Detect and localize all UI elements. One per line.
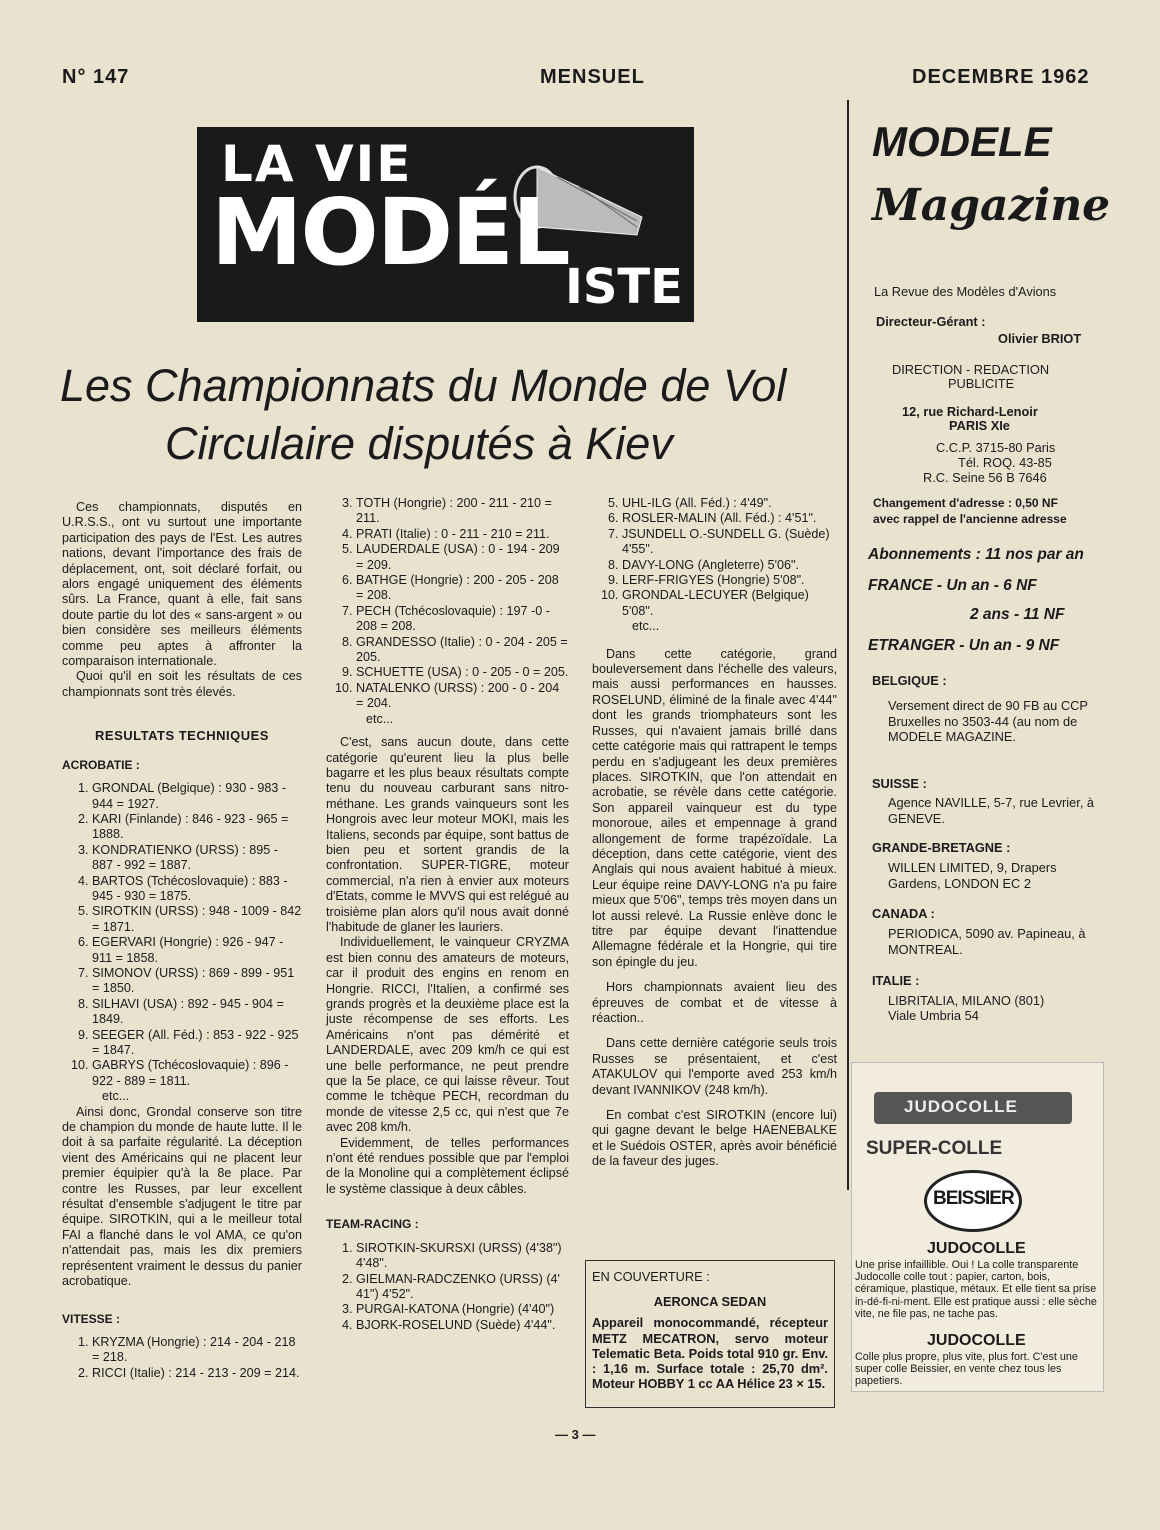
list-item: 2. GIELMAN-RADCZENKO (URSS) (4' 41") 4'52". bbox=[356, 1272, 569, 1303]
section-title: RESULTATS TECHNIQUES bbox=[95, 728, 269, 744]
brand-label: BEISSIER bbox=[933, 1188, 1014, 1209]
glue-tube-image bbox=[874, 1092, 1072, 1124]
list-item: 8. SILHAVI (USA) : 892 - 945 - 904 = 1849. bbox=[92, 997, 302, 1028]
list-item: 3. TOTH (Hongrie) : 200 - 211 - 210 = 211. bbox=[356, 496, 569, 527]
logo-line-3: ISTE bbox=[565, 259, 683, 315]
team-racing-title: TEAM-RACING : bbox=[326, 1217, 419, 1232]
italie-title: ITALIE : bbox=[872, 973, 920, 988]
italie-line-2: Viale Umbria 54 bbox=[888, 1008, 979, 1023]
vitesse-paragraph-3: Evidemment, de telles performances n'ont été rendues possible que par l'emploi de la Monoline qui a complètement éclipsé le système classique à deux câbles. bbox=[326, 1135, 569, 1196]
address-line-1: 12, rue Richard-Lenoir bbox=[902, 404, 1038, 419]
subscriptions-line: Abonnements : 11 nos par an bbox=[868, 546, 1084, 563]
list-item: 4. BJORK-ROSELUND (Suède) 4'44". bbox=[356, 1318, 569, 1333]
direction-line-2: PUBLICITE bbox=[948, 376, 1015, 391]
vitesse-results bbox=[62, 1335, 302, 1381]
address-change-line-2: avec rappel de l'ancienne adresse bbox=[873, 512, 1067, 526]
gb-text: WILLEN LIMITED, 9, Drapers Gardens, LONDON EC 2 bbox=[888, 860, 1057, 891]
list-item: 2. KARI (Finlande) : 846 - 923 - 965 = 1888. bbox=[92, 812, 302, 843]
headline-line-1: Les Championnats du Monde de Vol bbox=[60, 360, 787, 411]
headline-line-2: Circulaire disputés à Kiev bbox=[165, 418, 673, 469]
director-name: Olivier BRIOT bbox=[998, 331, 1082, 346]
acrobatie-title: ACROBATIE : bbox=[62, 757, 140, 772]
intro-paragraph: Ces championnats, disputés en U.R.S.S., ont vu surtout une importante participation des pays de l'Est. Les autres nations, devant l'importance des frais de déplacement, ont, soit déclaré forfait, ou alors engagé uniquement des éléments sûrs. La France, quant à elle, fait sans doute partie du lot des « sans-argent » ou bien considère ses meilleurs éléments comme peu aptes à affronter la comparaison internationale. bbox=[62, 500, 302, 669]
etc-label: etc... bbox=[632, 619, 660, 634]
foreign-one-year: ETRANGER - Un an - 9 NF bbox=[868, 637, 1060, 654]
magazine-logo-line-2: Magazine bbox=[872, 180, 1111, 231]
vitesse-paragraph-1: C'est, sans aucun doute, dans cette catégorie qu'eurent lieu la plus belle bagarre et les plus beaux résultats compte tenu du nouveau carburant sans nitro-méthane. Les grands vainqueurs sont les Hongrois avec leur moteur MOKI, mais les Italiens, seconds par équipe, sont battus de bien peu et sortent grandis de la confrontation. SUPER-TIGRE, moteur commercial, n'a rien à envier aux moteurs d'Etats, comme le MVVS qui est relégué au troisième plan alors qu'il nous avait donné l'habitude de glaner les lauriers. bbox=[326, 735, 569, 934]
list-item: 9. SEEGER (All. Féd.) : 853 - 922 - 925 = 1847. bbox=[92, 1028, 302, 1059]
list-item: 1. KRYZMA (Hongrie) : 214 - 204 - 218 = 218. bbox=[92, 1335, 302, 1366]
telephone-line: Tél. ROQ. 43-85 bbox=[958, 455, 1052, 470]
la-vie-modeliste-logo bbox=[197, 127, 694, 322]
list-item: 1. SIROTKIN-SKURSXI (URSS) (4'38") 4'48". bbox=[356, 1241, 569, 1272]
belgique-text: Versement direct de 90 FB au CCP Bruxelles no 3503-44 (au nom de MODELE MAGAZINE. bbox=[888, 698, 1088, 744]
direction-line-1: DIRECTION - REDACTION bbox=[892, 362, 1050, 377]
ccp-line: C.C.P. 3715-80 Paris bbox=[936, 440, 1056, 455]
france-one-year: FRANCE - Un an - 6 NF bbox=[868, 577, 1037, 594]
list-item: 8. GRANDESSO (Italie) : 0 - 204 - 205 = 205. bbox=[356, 635, 569, 666]
etc-label: etc... bbox=[366, 711, 394, 726]
suisse-title: SUISSE : bbox=[872, 776, 927, 791]
article-column-3 bbox=[592, 496, 837, 1170]
team-paragraph-1: Dans cette catégorie, grand bouleversement dans l'échelle des valeurs, mais aussi performances en hausses. ROSELUND, éliminé de la finale avec 4'44" dont les grands triomphateurs sont les Russes, qui n'avaient jamais brillé dans cette catégorie mais qui rattrapent le temps perdu en s'adjugeant les deux premières places. SIROTKIN, que l'on attendait en acrobatie, se révèle dans cette catégorie. Son appareil vainqueur est du type monoroue, ailes et empennage à grand allongement de forme trapézoïdale. La déception, dans cette catégorie, vient des Anglais qui nous avaient habitué à mieux. Leur équipe reine DAVY-LONG n'a pu faire mieux que 5'06", temps très moyen dans un lot aussi relevé. La Russie enlève donc le titre par équipe devant l'inattendue Allemagne fédérale et la Hongrie, qui tire son épingle du jeu. bbox=[592, 646, 837, 969]
cover-subtitle: AERONCA SEDAN bbox=[653, 1294, 767, 1310]
list-item: 4. BARTOS (Tchécoslovaquie) : 883 - 945 - 930 = 1875. bbox=[92, 874, 302, 905]
etc-label: etc... bbox=[102, 1089, 130, 1104]
list-item: 9. SCHUETTE (USA) : 0 - 205 - 0 = 205. bbox=[356, 665, 569, 680]
issue-number: N° 147 bbox=[62, 66, 130, 88]
tube-label: JUDOCOLLE bbox=[904, 1097, 1018, 1116]
list-item: 10. NATALENKO (URSS) : 200 - 0 - 204 = 204. bbox=[356, 681, 569, 712]
italie-line-1: LIBRITALIA, MILANO (801) bbox=[888, 993, 1045, 1008]
page-number: — 3 — bbox=[555, 1427, 596, 1442]
list-item: 5. SIROTKIN (URSS) : 948 - 1009 - 842 = 1871. bbox=[92, 904, 302, 935]
list-item: 3. PURGAI-KATONA (Hongrie) (4'40") bbox=[356, 1302, 569, 1317]
list-item: 6. BATHGE (Hongrie) : 200 - 205 - 208 = 208. bbox=[356, 573, 569, 604]
cover-title: EN COUVERTURE : bbox=[592, 1269, 710, 1284]
list-item: 7. PECH (Tchécoslovaquie) : 197 -0 - 208 = 208. bbox=[356, 604, 569, 635]
article-column-2 bbox=[326, 496, 569, 1333]
list-item: 7. JSUNDELL O.-SUNDELL G. (Suède) 4'55". bbox=[622, 527, 837, 558]
ad-text-1: Une prise infaillible. Oui ! La colle transparente Judocolle colle tout : papier, carton, bois, céramique, plastique, métaux. Et elle tient sa prise in-dé-fi-ni-ment. Elle est pratique aussi : elle sèche vite, ne file pas, ne tache pas. bbox=[855, 1259, 1097, 1320]
list-item: 10. GRONDAL-LECUYER (Belgique) 5'08". bbox=[622, 588, 837, 619]
list-item: 3. KONDRATIENKO (URSS) : 895 - 887 - 992 = 1887. bbox=[92, 843, 302, 874]
combat-paragraph: En combat c'est SIROTKIN (encore lui) qui gagne devant le belge HAENEBALKE et le Suédois OSTER, après avoir bénéficié de la faveur des juges. bbox=[592, 1108, 837, 1169]
canada-title: CANADA : bbox=[872, 906, 935, 921]
list-item: 10. GABRYS (Tchécoslovaquie) : 896 - 922 - 889 = 1811. bbox=[92, 1058, 302, 1089]
ad-heading-1: JUDOCOLLE bbox=[927, 1240, 1026, 1257]
list-item: 4. PRATI (Italie) : 0 - 211 - 210 = 211. bbox=[356, 527, 569, 542]
list-item: 5. UHL-ILG (All. Féd.) : 4'49". bbox=[622, 496, 837, 511]
list-item: 8. DAVY-LONG (Angleterre) 5'06". bbox=[622, 558, 837, 573]
list-item: 6. ROSLER-MALIN (All. Féd.) : 4'51". bbox=[622, 511, 837, 526]
team-paragraph-2: Hors championnats avaient lieu des épreuves de combat et de vitesse à réaction.. bbox=[592, 980, 837, 1025]
list-item: 7. SIMONOV (URSS) : 869 - 899 - 951 = 1850. bbox=[92, 966, 302, 997]
address-change-line-1: Changement d'adresse : 0,50 NF bbox=[873, 496, 1058, 510]
france-two-years: 2 ans - 11 NF bbox=[970, 606, 1065, 623]
suisse-text: Agence NAVILLE, 5-7, rue Levrier, à GENEVE. bbox=[888, 795, 1095, 826]
acrobatie-paragraph: Ainsi donc, Grondal conserve son titre de champion du monde de haute lutte. Il le doit à sa parfaite régularité. La déception vient des Américains qui ne placent leur premier équipier qu'à la 8e place. Par contre les Russes, par leur excellent résultat d'ensemble s'adjugent le titre par équipe. SIROTKIN, qui a le meilleur total FAI a flanché dans le vol AMA, ce qu'on n'attendait pas, mais les dix premiers représentent vraiment le dessus du panier acrobatique. bbox=[62, 1104, 302, 1289]
gb-title: GRANDE-BRETAGNE : bbox=[872, 840, 1011, 855]
director-label: Directeur-Gérant : bbox=[876, 314, 986, 329]
team-racing-results-continued bbox=[592, 496, 837, 619]
vitesse-results-continued bbox=[326, 496, 569, 712]
canada-text: PERIODICA, 5090 av. Papineau, à MONTREAL. bbox=[888, 926, 1086, 957]
cover-text: Appareil monocommandé, récepteur METZ MECATRON, servo moteur Telematic Beta. Poids total 910 gr. Env. : 1,16 m. Surface totale : 25,70 dm². Moteur HOBBY 1 cc AA Hélice 23 × 15. bbox=[592, 1315, 828, 1392]
ad-text-2: Colle plus propre, plus vite, plus fort. C'est une super colle Beissier, en vente chez tous les papetiers. bbox=[855, 1351, 1078, 1388]
list-item: 2. RICCI (Italie) : 214 - 213 - 209 = 214. bbox=[92, 1366, 302, 1381]
rc-line: R.C. Seine 56 B 7646 bbox=[923, 470, 1047, 485]
list-item: 9. LERF-FRIGYES (Hongrie) 5'08". bbox=[622, 573, 837, 588]
acrobatie-results bbox=[62, 781, 302, 1089]
super-colle-label: SUPER-COLLE bbox=[866, 1138, 1003, 1159]
address-line-2: PARIS XIe bbox=[949, 418, 1010, 433]
intro-paragraph-2: Quoi qu'il en soit les résultats de ces championnats sont très élevés. bbox=[62, 669, 302, 699]
logo-line-1: LA VIE bbox=[221, 135, 413, 193]
jet-speed-paragraph: Dans cette dernière catégorie seuls trois Russes se présentaient, et c'est ATAKULOV qui l'emporte aved 253 km/h devant IVANNIKOV (248 km/h). bbox=[592, 1036, 837, 1097]
list-item: 6. EGERVARI (Hongrie) : 926 - 947 - 911 = 1858. bbox=[92, 935, 302, 966]
frequency-label: MENSUEL bbox=[540, 66, 645, 88]
magazine-tagline: La Revue des Modèles d'Avions bbox=[874, 284, 1057, 299]
article-column-1 bbox=[62, 500, 302, 1381]
cover-caption-box bbox=[585, 1260, 835, 1408]
ad-heading-2: JUDOCOLLE bbox=[927, 1332, 1026, 1349]
list-item: 1. GRONDAL (Belgique) : 930 - 983 - 944 = 1927. bbox=[92, 781, 302, 812]
team-racing-results bbox=[326, 1241, 569, 1333]
vitesse-paragraph-2: Individuellement, le vainqueur CRYZMA est bien connu des amateurs de moteurs, car il produit des engins en renom en Hongrie. RICCI, l'Italien, a confirmé ses grands progrès et la deuxième place est la juste récompense de ses efforts. Les Américains n'ont pas démérité et LANDERDALE, avec 209 km/h ce qui est une belle performance, ne peut prendre que la 5e place, ce qui laisse rêveur. Tout comme le tchèque PECH, recordman du monde de vitesse 2,5 cc, qui n'est que 7e avec 208 km/h. bbox=[326, 935, 569, 1135]
belgique-title: BELGIQUE : bbox=[872, 673, 947, 688]
issue-date: DECEMBRE 1962 bbox=[912, 66, 1090, 88]
list-item: 5. LAUDERDALE (USA) : 0 - 194 - 209 = 209. bbox=[356, 542, 569, 573]
magazine-logo-line-1: MODELE bbox=[872, 118, 1052, 165]
logo-line-2: MODÉL bbox=[211, 179, 569, 286]
vitesse-title: VITESSE : bbox=[62, 1311, 121, 1326]
beissier-logo bbox=[924, 1170, 1022, 1232]
